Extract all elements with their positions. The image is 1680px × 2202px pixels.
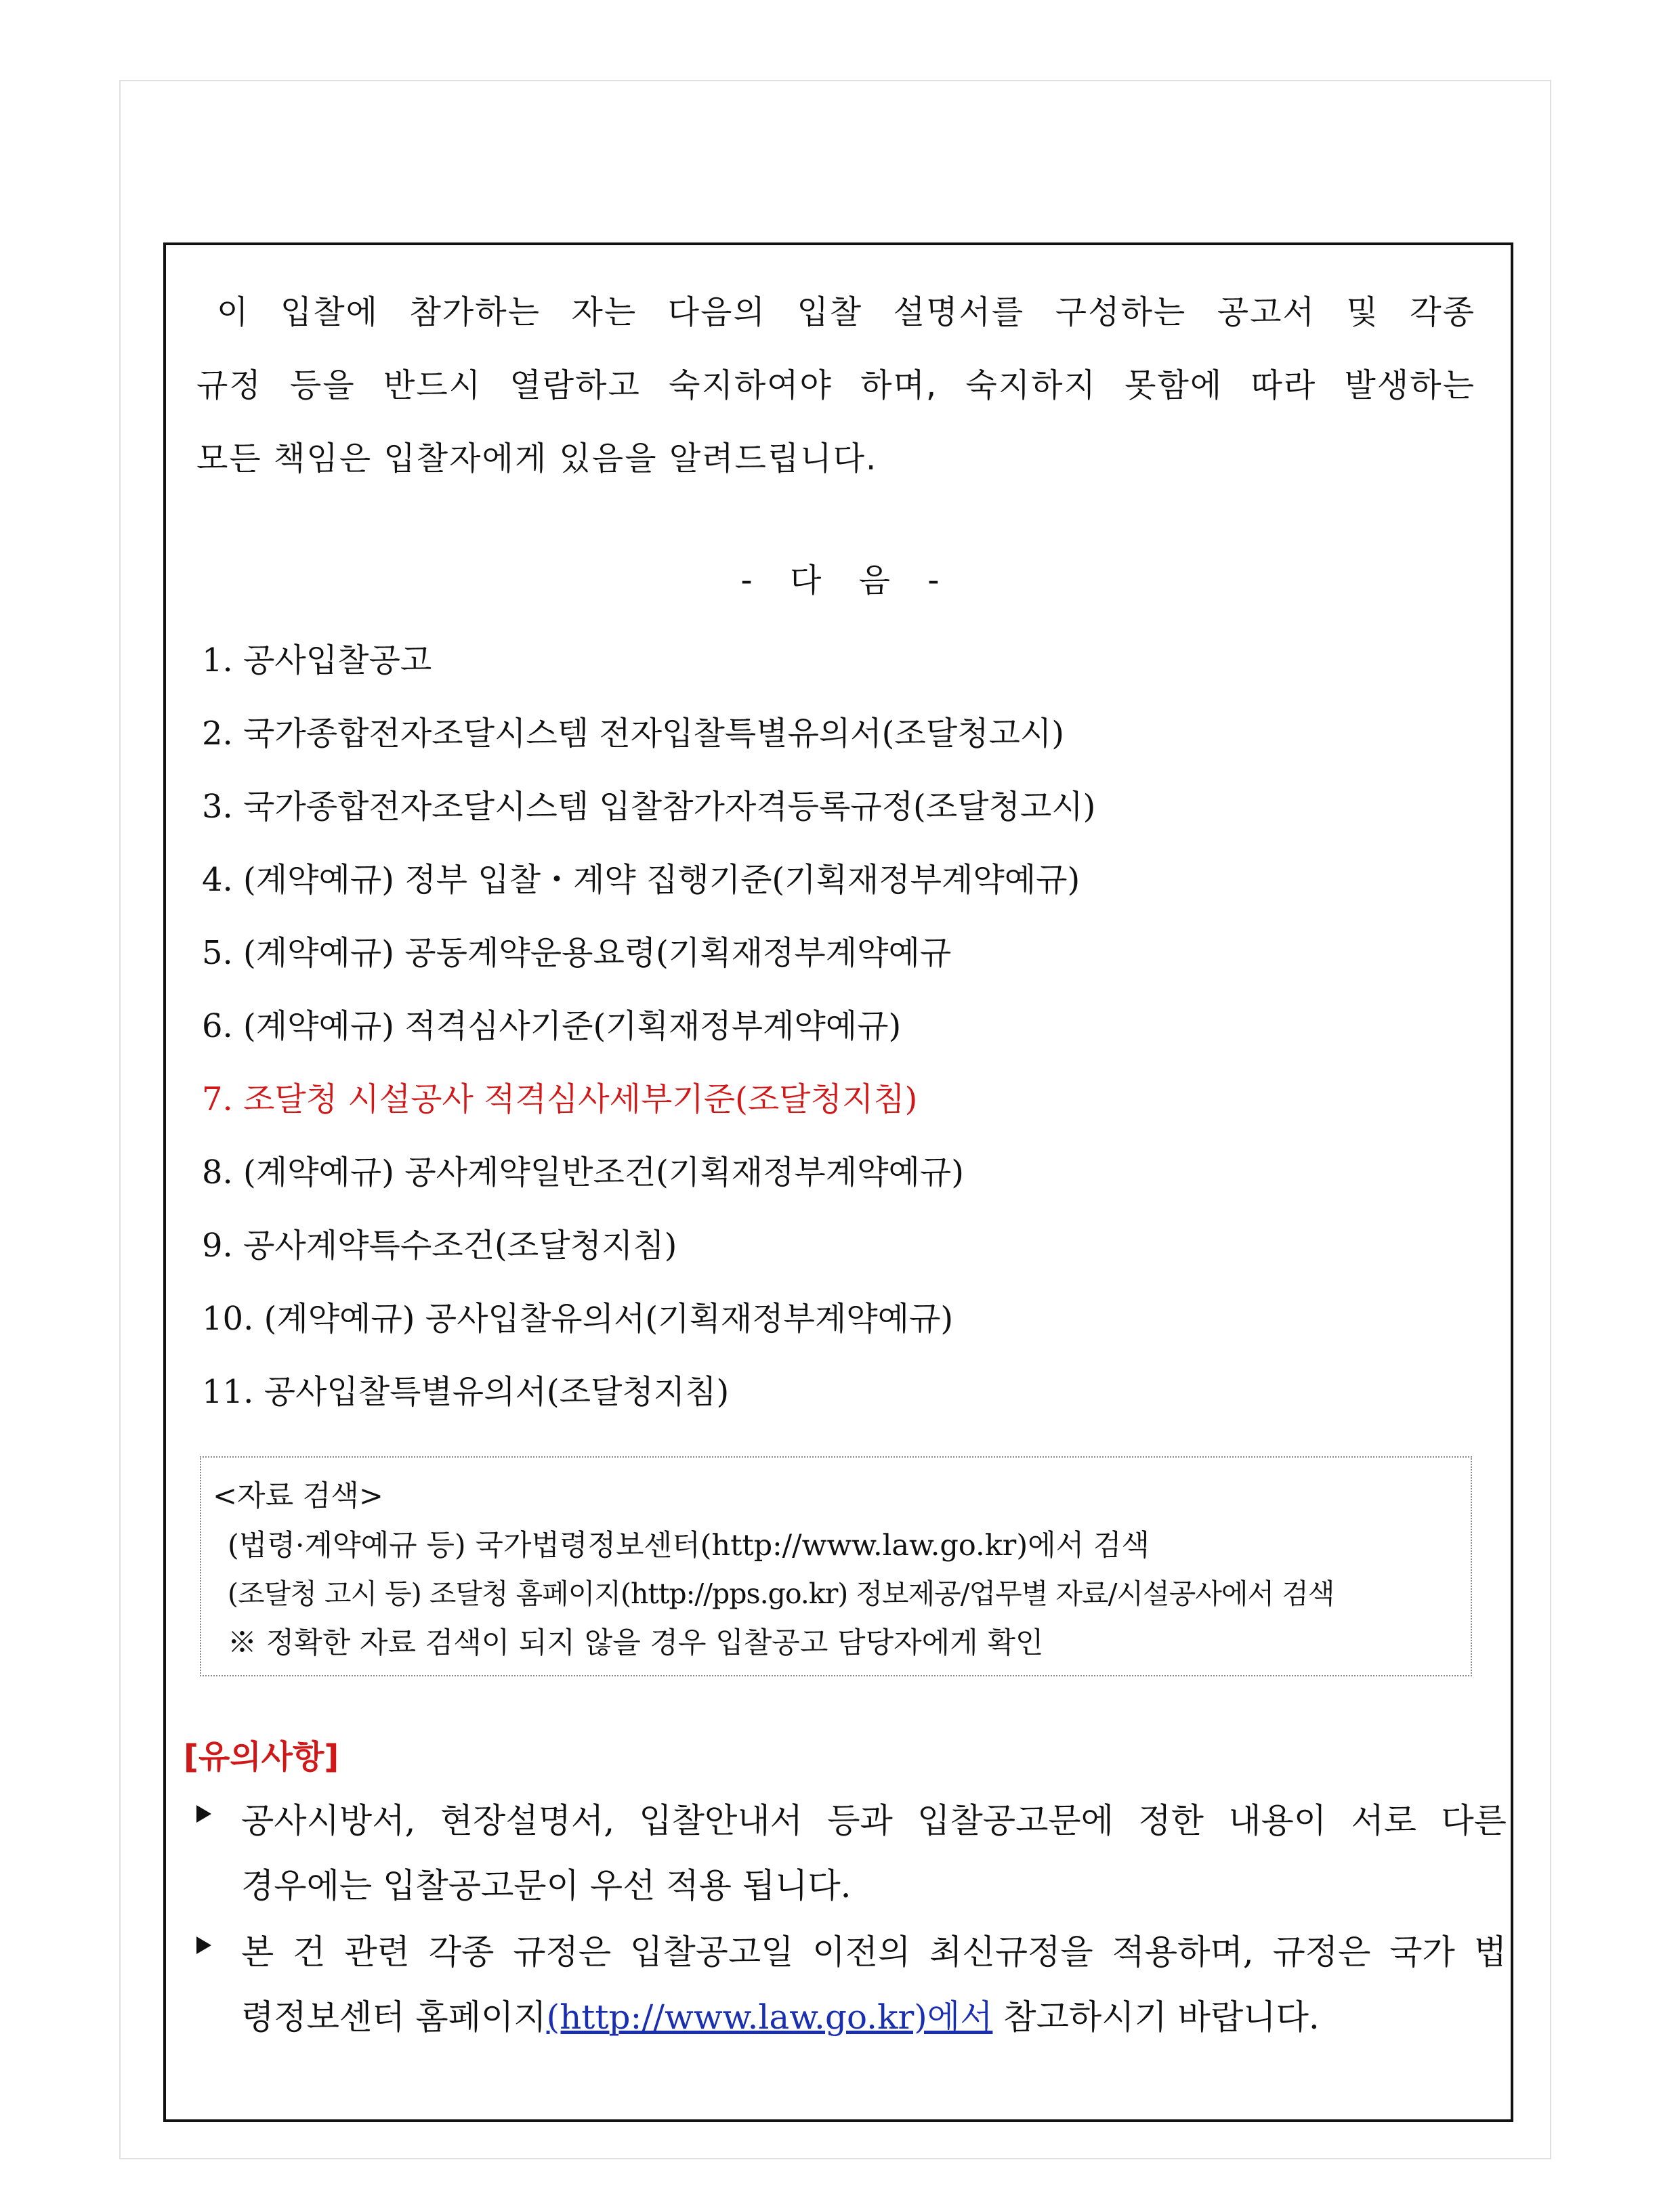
list-item: 5. (계약예규) 공동계약운용요령(기획재정부계약예규 xyxy=(202,934,952,972)
caution-title: [유의사항] xyxy=(184,1738,339,1776)
list-item: 1. 공사입찰공고 xyxy=(202,641,432,679)
caution-line xyxy=(241,1990,1507,2039)
search-info-line: (조달청 고시 등) 조달청 홈페이지(http://pps.go.kr) 정보제공/업무별 자료/시설공사에서 검색 xyxy=(228,1578,1335,1610)
list-item: 11. 공사입찰특별유의서(조달청지침) xyxy=(202,1373,730,1411)
list-item: 6. (계약예규) 적격심사기준(기획재정부계약예규) xyxy=(202,1007,902,1045)
law-site-link[interactable]: (http://www.law.go.kr)에서 xyxy=(546,1997,993,2037)
list-item: 8. (계약예규) 공사계약일반조건(기획재정부계약예규) xyxy=(202,1153,964,1191)
caution-line: 공사시방서, 현장설명서, 입찰안내서 등과 입찰공고문에 정한 내용이 서로 다른 xyxy=(241,1801,1507,1840)
intro-line-3: 모든 책임은 입찰자에게 있음을 알려드립니다. xyxy=(196,440,878,478)
caution-line: 경우에는 입찰공고문이 우선 적용 됩니다. xyxy=(241,1866,852,1905)
search-info-title: <자료 검색> xyxy=(213,1479,383,1513)
search-info-note: ※ 정확한 자료 검색이 되지 않을 경우 입찰공고 담당자에게 확인 xyxy=(228,1626,1044,1660)
caution-line: 본 건 관련 각종 규정은 입찰공고일 이전의 최신규정을 적용하며, 규정은 국가 법 xyxy=(241,1932,1507,1972)
list-item: 10. (계약예규) 공사입찰유의서(기획재정부계약예규) xyxy=(202,1300,954,1338)
search-info-line: (법령·계약예규 등) 국가법령정보센터(http://www.law.go.kr)에서 검색 xyxy=(228,1529,1150,1563)
section-heading: - 다 음 - xyxy=(740,562,940,599)
triangle-bullet-icon xyxy=(194,1935,213,1955)
caution-line-prefix: 령정보센터 홈페이지 xyxy=(241,1997,547,2037)
list-item: 4. (계약예규) 정부 입찰・계약 집행기준(기획재정부계약예규) xyxy=(202,861,1080,899)
list-item: 9. 공사계약특수조건(조달청지침) xyxy=(202,1227,677,1265)
intro-line-2: 규정 등을 반드시 열람하고 숙지하여야 하며, 숙지하지 못함에 따라 발생하는 xyxy=(196,366,1475,404)
intro-line-1: 이 입찰에 참가하는 자는 다음의 입찰 설명서를 구성하는 공고서 및 각종 xyxy=(217,293,1475,331)
list-item: 2. 국가종합전자조달시스템 전자입찰특별유의서(조달청고시) xyxy=(202,715,1064,753)
list-item: 3. 국가종합전자조달시스템 입찰참가자격등록규정(조달청고시) xyxy=(202,788,1096,826)
caution-line-suffix: 참고하시기 바랍니다. xyxy=(992,1997,1320,2037)
triangle-bullet-icon xyxy=(194,1804,213,1824)
list-item-highlighted: 7. 조달청 시설공사 적격심사세부기준(조달청지침) xyxy=(202,1080,918,1118)
